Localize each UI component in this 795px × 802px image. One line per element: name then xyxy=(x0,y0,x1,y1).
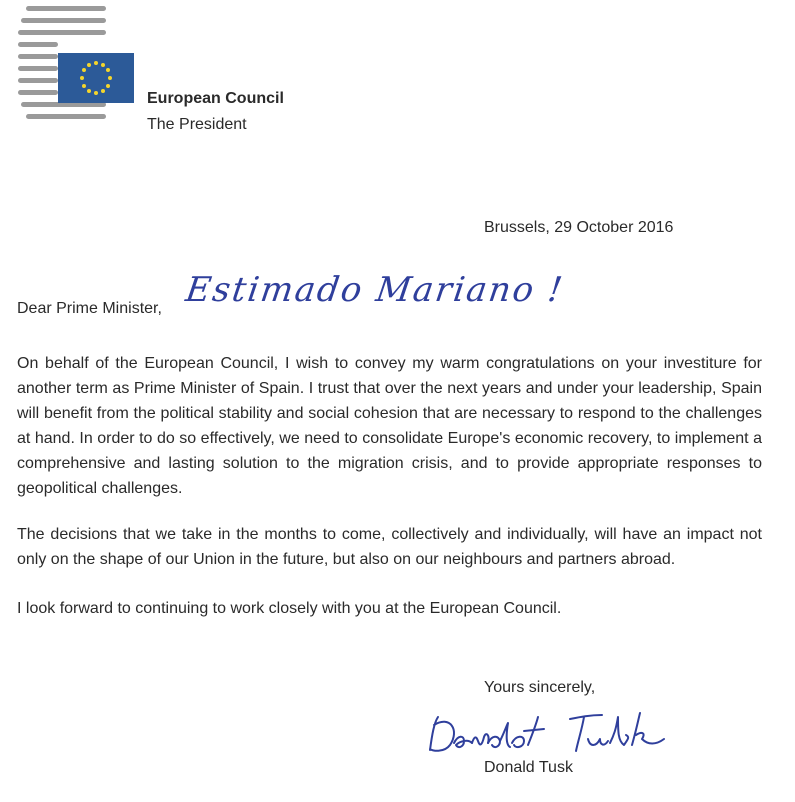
body-paragraph-3: I look forward to continuing to work closely with you at the European Council. xyxy=(17,600,562,617)
european-council-logo-icon xyxy=(18,4,138,124)
salutation: Dear Prime Minister, xyxy=(17,300,162,317)
organization-name: European Council xyxy=(147,90,284,107)
body-paragraph-2: The decisions that we take in the months to come, collectively and individually, will have an impact not only on the shape of our Union in the future, but also on our neighbours and partners abroad. xyxy=(17,526,762,568)
organization-role: The President xyxy=(147,116,247,133)
letter-date: Brussels, 29 October 2016 xyxy=(484,219,674,236)
signatory-name: Donald Tusk xyxy=(484,759,573,776)
signature-icon xyxy=(420,705,690,765)
handwritten-greeting: Estimado Mariano ! xyxy=(183,270,567,310)
closing: Yours sincerely, xyxy=(484,679,596,696)
body-paragraph-1: On behalf of the European Council, I wish to convey my warm congratulations on your investiture for another term as Prime Minister of Spain. I trust that over the next years and under your leadership, Spain will benefit from the political stability and social cohesion that are necessary to respond to the challenges at hand. In order to do so effectively, we need to consolidate Europe's economic recovery, to implement a comprehensive and lasting solution to the migration crisis, and to provide appropriate responses to geopolitical challenges. xyxy=(17,355,762,497)
